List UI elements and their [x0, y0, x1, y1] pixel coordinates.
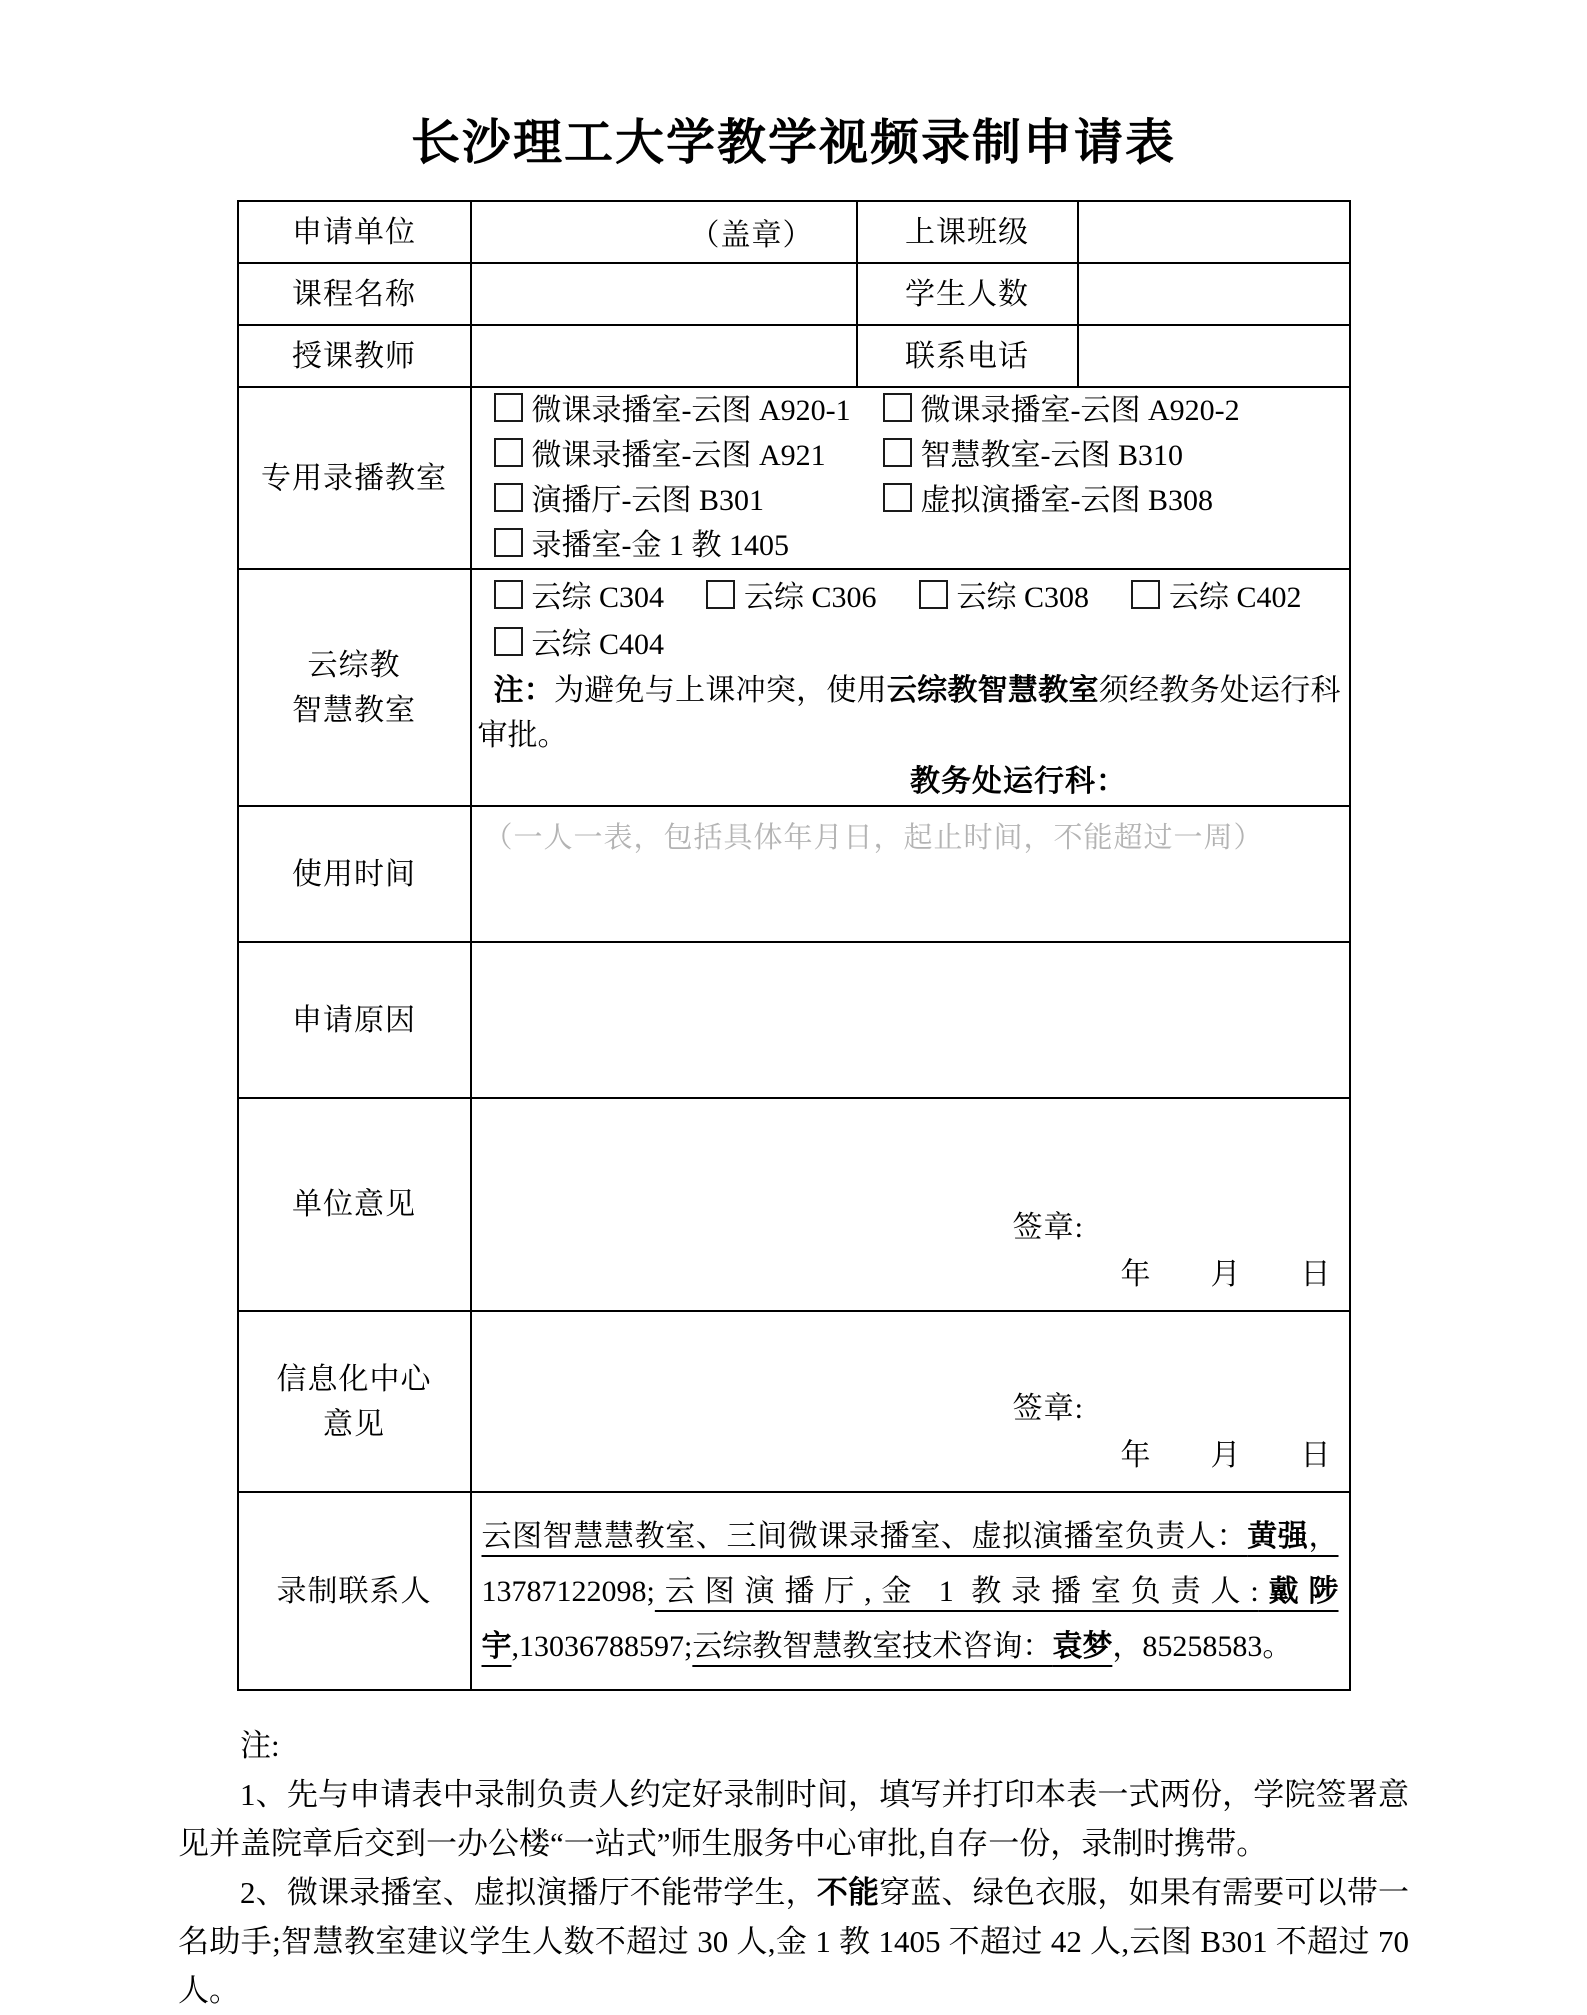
course-name-input[interactable] — [471, 263, 857, 325]
dedicated-rooms-grid — [472, 388, 1349, 568]
contact-phone-2: ,13036788597; — [511, 1630, 693, 1663]
application-form-table — [237, 200, 1351, 1691]
row-info-center-opinion — [238, 1311, 1350, 1492]
teacher-input[interactable] — [471, 325, 857, 387]
yunzong-options-cell — [471, 569, 1350, 806]
info-center-sign-block — [472, 1385, 1349, 1491]
room-option-label: 虚拟演播室-云图 B308 — [920, 484, 1214, 517]
footnote-item-2-part2: 穿蓝、绿色衣服，如果有需要可以带一名助手;智慧教室建议学生人数不超过 30 人,金 1 教 1405 不超过 42 人,云图 B301 不超过 70 人。 — [178, 1875, 1410, 2008]
room-option — [883, 433, 1349, 478]
class-name-input[interactable] — [1078, 201, 1350, 263]
room-option — [883, 388, 1349, 433]
note-text: 为避免与上课冲突，使用 — [554, 674, 887, 707]
room-option-label: 智慧教室-云图 B310 — [920, 439, 1184, 472]
contact-seg1-text: 云图智慧慧教室、三间微课录播室、虚拟演播室负责人： — [481, 1520, 1248, 1553]
unit-opinion-input[interactable] — [471, 1098, 1350, 1311]
yunzong-note — [472, 668, 1349, 758]
room-option-label: 演播厅-云图 B301 — [531, 484, 764, 517]
yunzong-options-line2 — [472, 621, 1349, 668]
recording-contacts-text — [472, 1493, 1349, 1674]
dedicated-rooms-options-cell — [471, 387, 1350, 569]
contact-name-yuanmeng: 袁梦 — [1052, 1630, 1113, 1663]
yunzong-label-line1: 云综教 — [307, 648, 401, 682]
yunzong-label — [238, 569, 471, 806]
checkbox-yunzong-c404[interactable] — [494, 627, 523, 656]
phone-input[interactable] — [1078, 325, 1350, 387]
yunzong-label-line2: 智慧教室 — [292, 693, 416, 727]
info-center-opinion-input[interactable] — [471, 1311, 1350, 1492]
page-title: 长沙理工大学教学视频录制申请表 — [410, 116, 1176, 170]
room-option-label: 云综 C308 — [956, 581, 1090, 614]
room-option-label: 云综 C402 — [1169, 581, 1302, 614]
footnote-item-2-part1: 2、微课录播室、虚拟演播厅不能带学生， — [240, 1875, 817, 1910]
room-option — [919, 574, 1090, 621]
room-option-label: 云综 C404 — [531, 628, 665, 661]
room-option — [883, 478, 1349, 523]
recording-contacts-cell — [471, 1492, 1350, 1690]
reason-label: 申请原因 — [238, 942, 471, 1098]
unit-date-label: 年 月 日 — [1120, 1258, 1331, 1291]
checkbox-yanbo-b301[interactable] — [494, 483, 523, 512]
room-option-label: 微课录播室-云图 A921 — [531, 439, 826, 472]
room-option — [1131, 574, 1302, 621]
checkbox-weike-a920-1[interactable] — [494, 393, 523, 422]
approval-label: 教务处运行科： — [910, 765, 1127, 798]
usage-time-placeholder: （一人一表，包括具体年月日，起止时间，不能超过一周） — [483, 822, 1264, 854]
checkbox-weike-a921[interactable] — [494, 438, 523, 467]
teacher-label: 授课教师 — [238, 325, 471, 387]
footnote-item-1: 1、先与申请表中录制负责人约定好录制时间，填写并打印本表一式两份，学院签署意见并盖院章后交到一办公楼“一站式”师生服务中心审批,自存一份，录制时携带。 — [178, 1777, 1409, 1861]
room-option-label: 云综 C306 — [744, 581, 877, 614]
room-option-label: 微课录播室-云图 A920-2 — [920, 394, 1240, 427]
contact-name-huangqiang: 黄强 — [1247, 1520, 1309, 1553]
unit-opinion-label: 单位意见 — [238, 1098, 471, 1311]
class-name-label: 上课班级 — [857, 201, 1078, 263]
contact-seg2-text: 云图演播厅,金 1 教录播室负责人: — [654, 1575, 1259, 1608]
footnotes-header: 注: — [240, 1728, 280, 1763]
room-option — [494, 628, 665, 661]
row-yunzong-rooms — [238, 569, 1350, 806]
usage-time-input[interactable] — [471, 806, 1350, 942]
checkbox-zhihui-b310[interactable] — [883, 438, 912, 467]
reason-input[interactable] — [471, 942, 1350, 1098]
footnote-item-2-bold: 不能 — [816, 1875, 880, 1910]
unit-sign-label: 签章: — [1012, 1211, 1084, 1244]
recording-contacts-label: 录制联系人 — [238, 1492, 471, 1690]
room-option-label: 微课录播室-云图 A920-1 — [531, 394, 851, 427]
footnotes — [178, 1721, 1409, 2015]
room-option — [494, 388, 883, 433]
contact-phone-1: 13787122098; — [481, 1575, 655, 1608]
row-reason — [238, 942, 1350, 1098]
contact-seg1-tail: ， — [1308, 1520, 1339, 1553]
usage-time-label: 使用时间 — [238, 806, 471, 942]
info-center-opinion-label — [238, 1311, 471, 1492]
student-count-label: 学生人数 — [857, 263, 1078, 325]
contact-name-daizhiyu: 戴陟宇 — [481, 1575, 1339, 1663]
info-center-date-label: 年 月 日 — [1120, 1439, 1331, 1472]
room-option-label: 云综 C304 — [531, 581, 665, 614]
checkbox-lubo-jin1-1405[interactable] — [494, 528, 523, 557]
checkbox-yunzong-c306[interactable] — [706, 580, 735, 609]
unit-opinion-sign-block — [472, 1204, 1349, 1310]
dedicated-rooms-label: 专用录播教室 — [238, 387, 471, 569]
row-applicant-unit — [238, 201, 1350, 263]
row-teacher — [238, 325, 1350, 387]
note-prefix: 注： — [493, 674, 555, 707]
stamp-hint: （盖章） — [689, 219, 814, 252]
row-unit-opinion — [238, 1098, 1350, 1311]
checkbox-yunzong-c402[interactable] — [1131, 580, 1160, 609]
note-text: 须经教务处运行科审批。 — [477, 674, 1341, 752]
contact-seg3 — [692, 1630, 1112, 1663]
room-option — [494, 574, 665, 621]
checkbox-yunzong-c308[interactable] — [919, 580, 948, 609]
applicant-unit-label: 申请单位 — [238, 201, 471, 263]
contact-seg1 — [482, 1520, 1339, 1553]
checkbox-xuni-b308[interactable] — [883, 483, 912, 512]
room-option — [494, 478, 883, 523]
row-recording-contacts — [238, 1492, 1350, 1690]
phone-label: 联系电话 — [857, 325, 1078, 387]
checkbox-weike-a920-2[interactable] — [883, 393, 912, 422]
footnote-item-2 — [178, 1868, 1409, 2015]
student-count-input[interactable] — [1078, 263, 1350, 325]
info-center-label-line1: 信息化中心 — [276, 1362, 432, 1396]
row-dedicated-rooms — [238, 387, 1350, 569]
room-option — [706, 574, 877, 621]
contact-phone-3: ，85258583。 — [1112, 1630, 1293, 1663]
note-bold-text: 云综教智慧教室 — [886, 674, 1099, 707]
room-option — [494, 433, 883, 478]
info-center-label-line2: 意见 — [323, 1407, 385, 1441]
row-usage-time — [238, 806, 1350, 942]
applicant-unit-input[interactable] — [471, 201, 857, 263]
room-option-label: 录播室-金 1 教 1405 — [531, 529, 789, 562]
row-course-name — [238, 263, 1350, 325]
checkbox-yunzong-c304[interactable] — [494, 580, 523, 609]
course-name-label: 课程名称 — [238, 263, 471, 325]
room-option — [494, 523, 883, 568]
contact-seg3-text: 云综教智慧教室技术咨询： — [692, 1630, 1053, 1663]
yunzong-options-line1 — [472, 574, 1349, 621]
info-center-sign-label: 签章: — [1012, 1392, 1084, 1425]
